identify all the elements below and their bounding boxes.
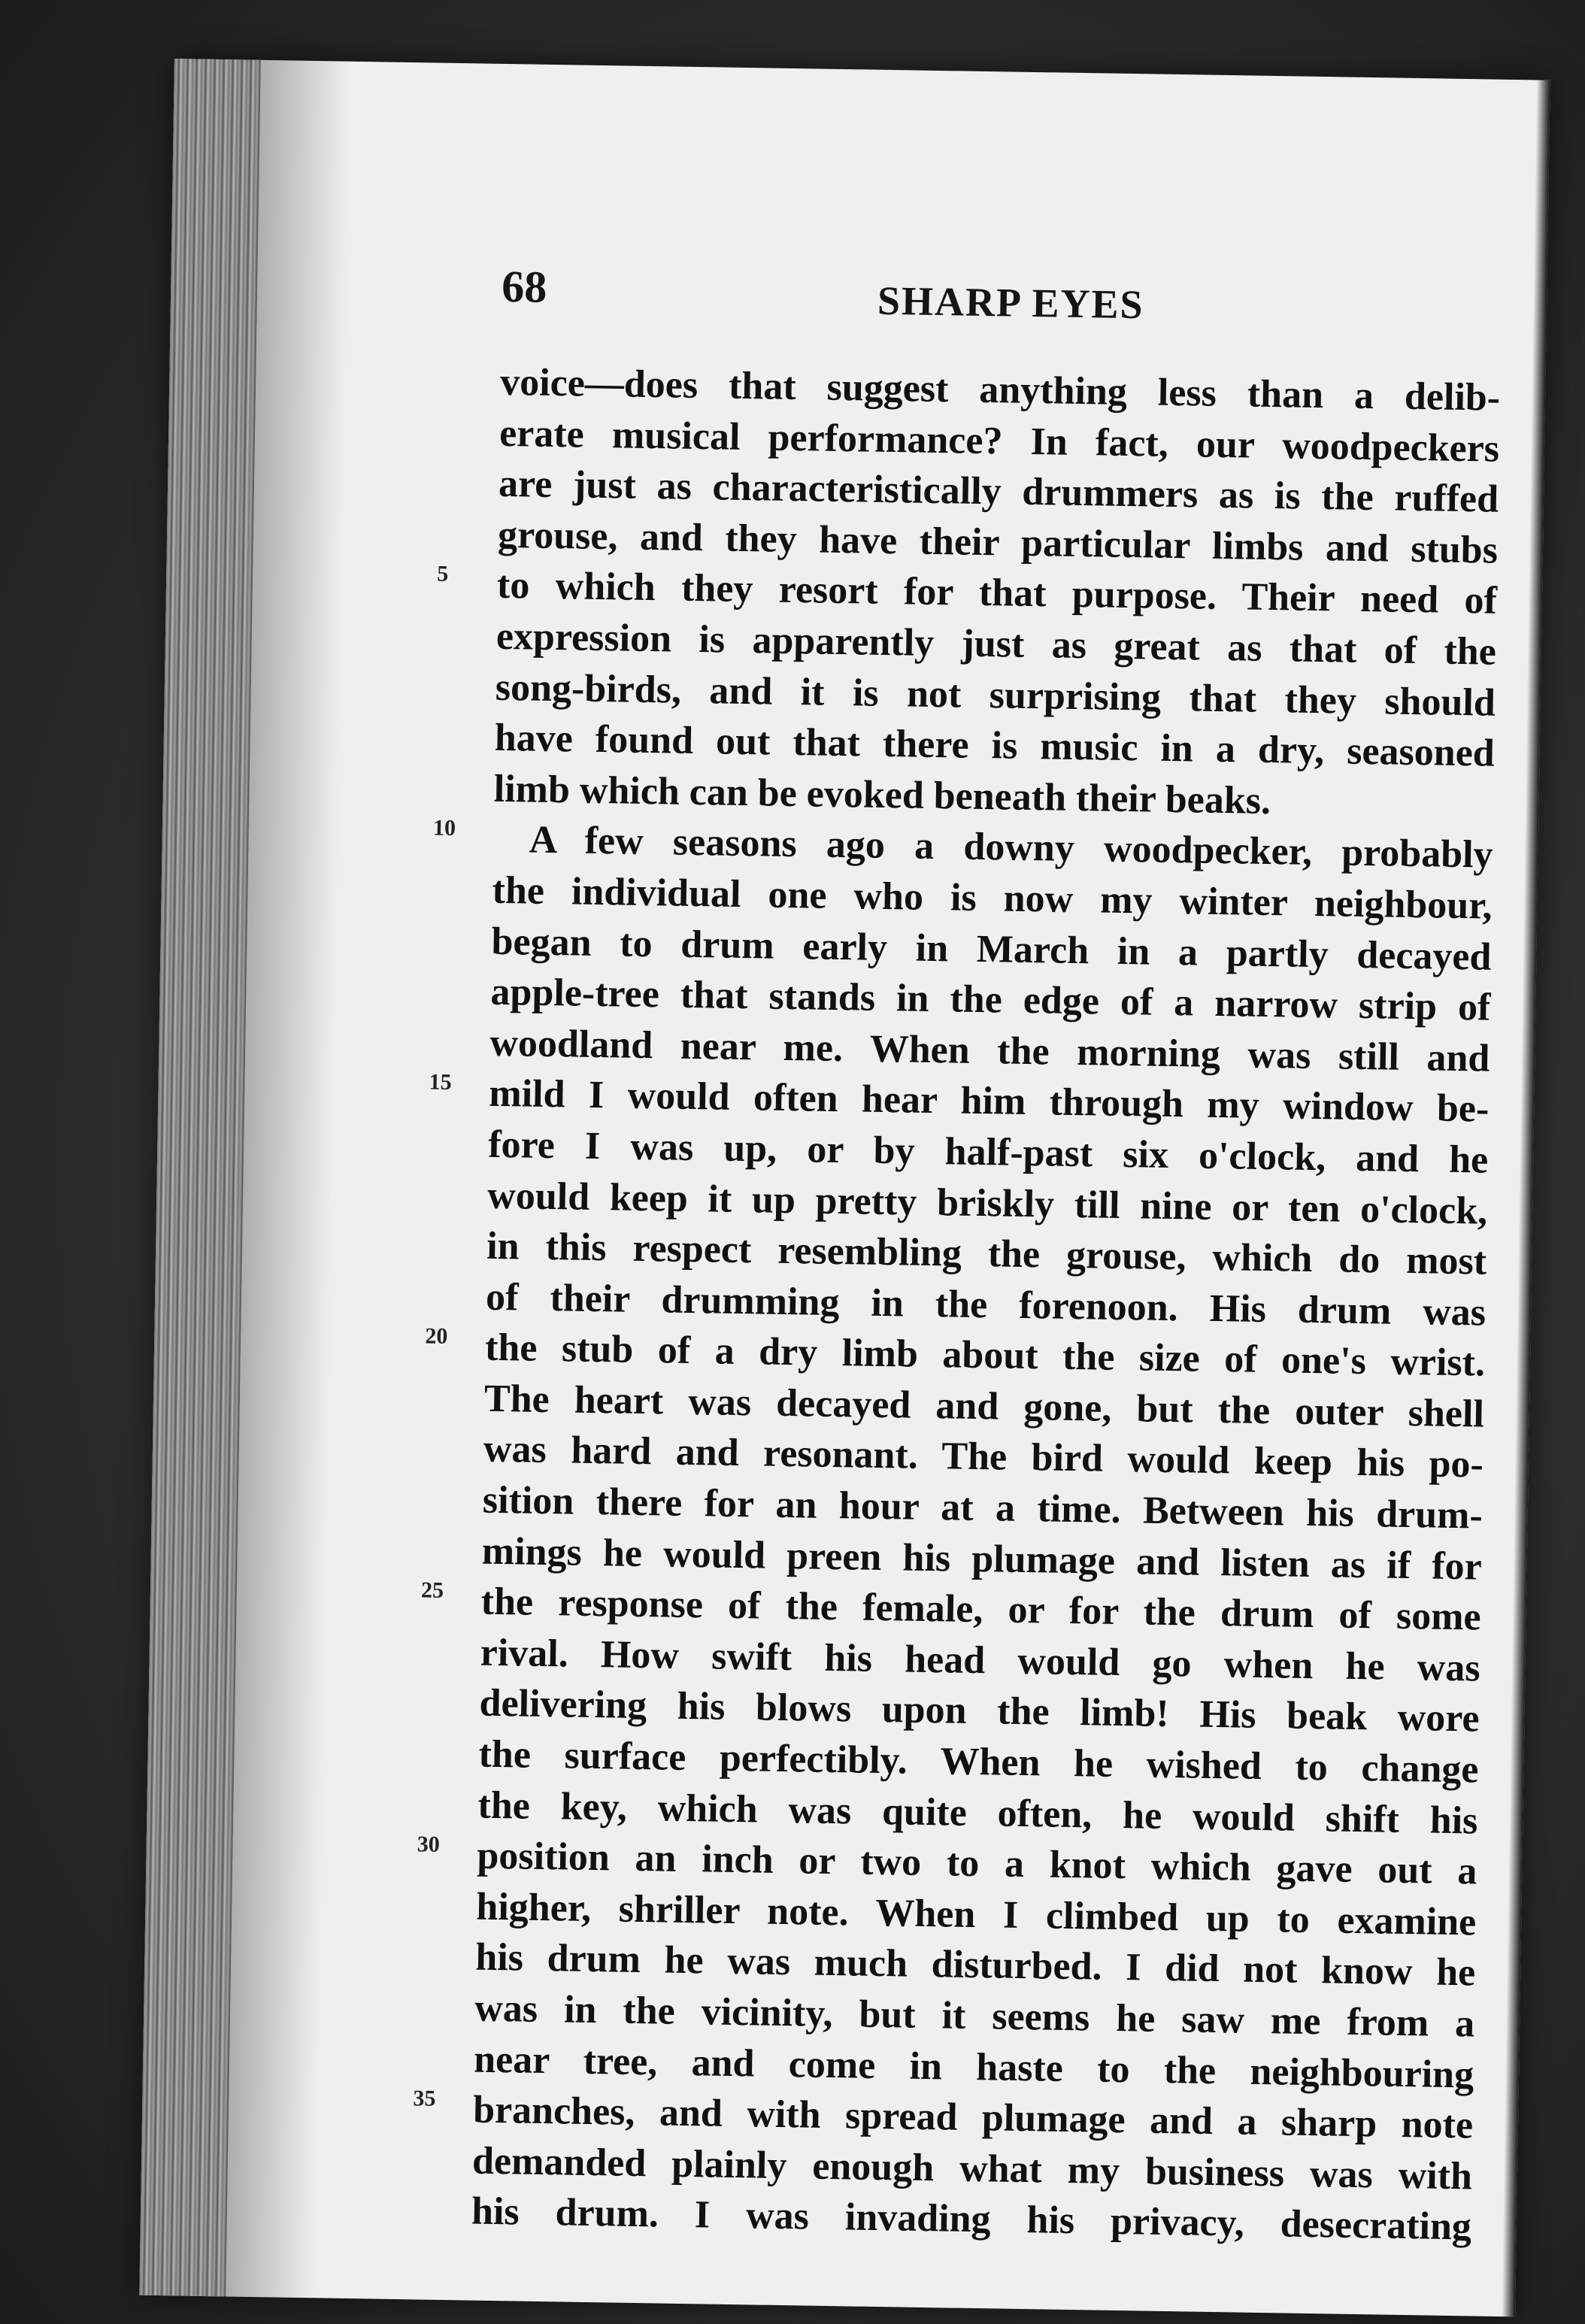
running-head: SHARP EYES (877, 277, 1145, 328)
line-text: erate musical performance? In fact, our woodpeckers (499, 411, 1500, 471)
line-number (419, 1717, 464, 1718)
line-number (430, 1006, 475, 1007)
page-number: 68 (501, 261, 547, 312)
line-text: mild I would often hear him through my window be- (488, 1072, 1490, 1131)
line-text: the stub of a dry limb about the size of one's wrist. (484, 1326, 1486, 1385)
line-text: demanded plainly enough what my business was with (471, 2139, 1473, 2198)
line-number (441, 346, 486, 347)
line-text: near tree, and come in haste to the neighbouring (473, 2038, 1474, 2097)
line-text: The heart was decayed and gone, but the outer shell (483, 1377, 1485, 1436)
line-text: to which they resort for that purpose. Their need of (496, 564, 1498, 623)
line-number (439, 447, 484, 448)
body-text (413, 357, 1501, 2253)
line-number: 5 (437, 561, 449, 587)
line-text: woodland near me. When the morning was still and (489, 1021, 1490, 1080)
line-number: 20 (425, 1323, 448, 1350)
line-number (423, 1463, 468, 1464)
line-text: the response of the female, or for the drum of some (480, 1580, 1482, 1639)
line-text: have found out that there is music in a dry, seasoned (494, 716, 1496, 775)
line-number (435, 701, 480, 702)
line-text: fore I was up, or by half-past six o'clock, and he (487, 1123, 1489, 1182)
line-number (435, 752, 480, 753)
line-text: voice—does that suggest anything less than a delib- (499, 360, 1501, 420)
line-text: began to drum early in March in a partly decayed (491, 920, 1492, 979)
page-header (501, 252, 1525, 350)
line-text: A few seasons ago a downy woodpecker, probably (529, 818, 1494, 877)
line-number (423, 1514, 468, 1515)
line-text: song-birds, and it is not surprising that they should (495, 665, 1496, 725)
line-number (426, 1260, 471, 1261)
line-number (415, 1971, 460, 1972)
line-text: are just as characteristically drummers as is the ruffed (498, 462, 1499, 521)
line-text: his drum. I was invading his privacy, desecrating (471, 2189, 1472, 2249)
line-text: delivering his blows upon the limb! His beak wore (479, 1682, 1480, 1741)
line-number (412, 2175, 457, 2176)
line-text: his drum he was much disturbed. I did not know he (474, 1936, 1476, 1995)
line-text: would keep it up pretty briskly till nine or ten o'clock, (486, 1174, 1488, 1233)
line-text: was in the vicinity, but it seems he saw me from a (474, 1986, 1475, 2046)
line-number: 25 (420, 1577, 444, 1604)
line-text: expression is apparently just as great as that of the (496, 614, 1497, 674)
line-text: was hard and resonant. The bird would keep his po- (483, 1428, 1484, 1487)
line-number (416, 1921, 461, 1922)
line-number: 15 (429, 1069, 452, 1095)
line-text: the key, which was quite often, he would shift his (477, 1783, 1478, 1843)
line-number (440, 396, 485, 397)
line-text: higher, shriller note. When I climbed up to examine (475, 1885, 1477, 1944)
line-number: 35 (413, 2086, 436, 2111)
line-text: limb which can be evoked beneath their beaks. (493, 767, 1271, 823)
line-text: in this respect resembling the grouse, which do most (486, 1224, 1487, 1283)
line-number (420, 1667, 465, 1668)
line-text: branches, and with spread plumage and a sharp note (472, 2088, 1474, 2147)
line-text: position an inch or two to a knot which gave out a (477, 1834, 1477, 1893)
line-text: mings he would preen his plumage and listen as if for (481, 1529, 1483, 1589)
line-number: 10 (432, 815, 456, 841)
book-page (139, 59, 1550, 2316)
line-number: 30 (417, 1832, 440, 1858)
line-text: the surface perfectibly. When he wished to change (478, 1732, 1479, 1792)
line-number (436, 650, 481, 651)
line-text: the individual one who is now my winter neighbour, (492, 868, 1493, 928)
line-text: sition there for an hour at a time. Between his drum- (482, 1478, 1483, 1538)
line-number (418, 1768, 463, 1769)
line-number (432, 904, 477, 905)
line-text: of their drumming in the forenoon. His drum was (485, 1275, 1487, 1335)
line-text: grouse, and they have their particular limbs and stubs (497, 513, 1499, 572)
line-text: apple-tree that stands in the edge of a narrow strip of (490, 970, 1491, 1029)
line-text: rival. How swift his head would go when he was (480, 1631, 1481, 1690)
